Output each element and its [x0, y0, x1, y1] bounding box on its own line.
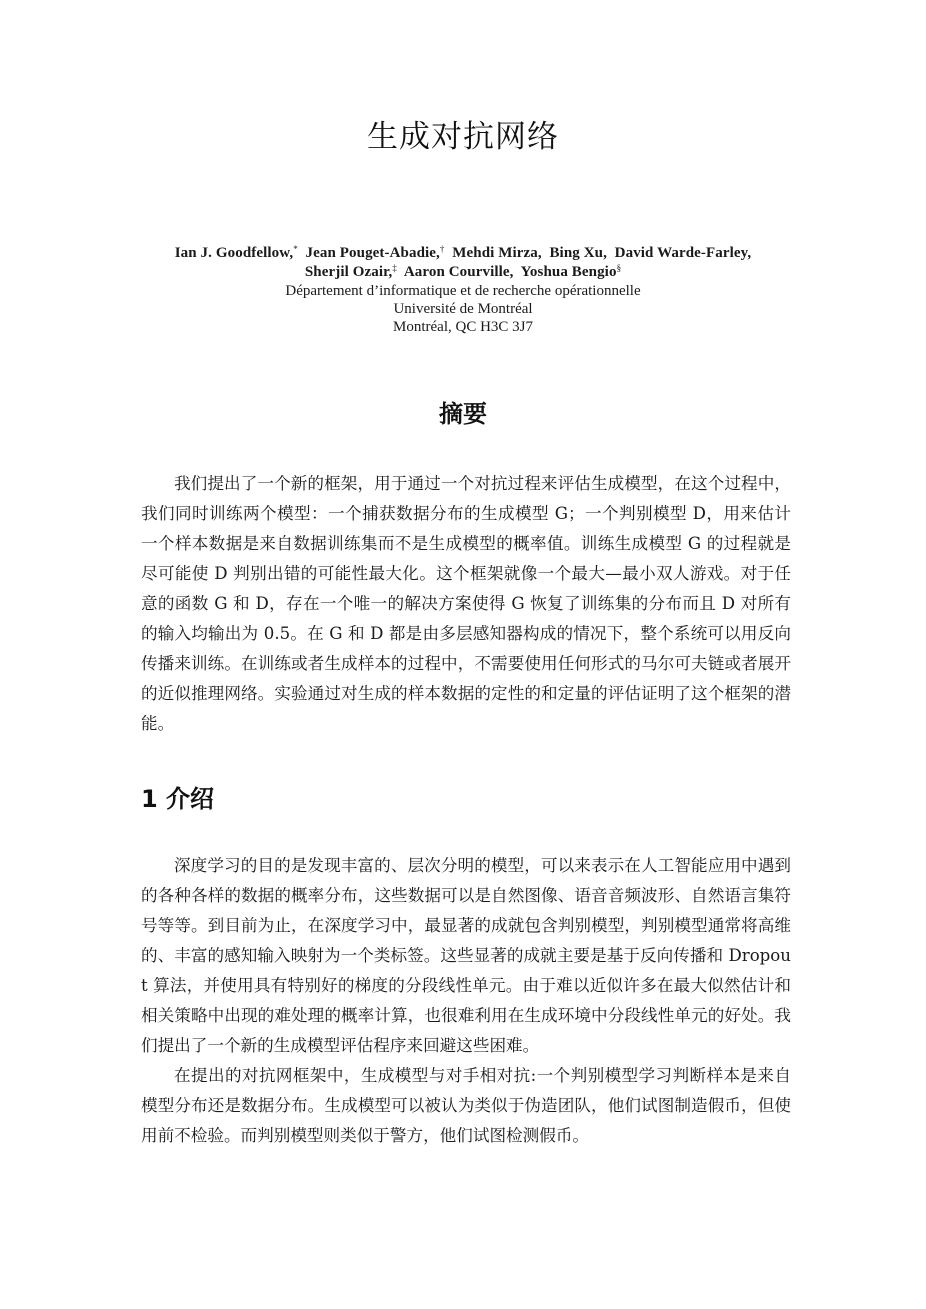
author-name: Bing Xu, [549, 245, 607, 261]
author-name: David Warde-Farley, [614, 245, 752, 261]
author-list-line-1 [0, 244, 926, 263]
author-name: Jean Pouget-Abadie, [305, 245, 440, 261]
author-name: Yoshua Bengio [520, 264, 617, 280]
author-footnote-mark: † [439, 244, 445, 254]
affiliation-address: Montréal, QC H3C 3J7 [393, 319, 533, 335]
author-name: Ian J. Goodfellow, [174, 245, 294, 261]
affiliation-university: Université de Montréal [393, 301, 533, 317]
affiliation-department: Département d’informatique et de recherche opérationnelle [285, 283, 641, 299]
author-name: Sherjil Ozair, [304, 264, 393, 280]
author-footnote-mark: ‡ [392, 263, 397, 273]
abstract-heading: 摘要 [439, 400, 487, 428]
author-name: Mehdi Mirza, [452, 245, 542, 261]
abstract-body [141, 469, 791, 739]
author-footnote-mark: * [293, 244, 298, 254]
abstract-paragraph: 我们提出了一个新的框架，用于通过一个对抗过程来评估生成模型，在这个过程中，我们同时训练两个模型：一个捕获数据分布的生成模型 G；一个判别模型 D，用来估计一个样本数据是来自数据训练集而不是生成模型的概率值。训练生成模型 G 的过程就是尽可能使 D 判别出错的可能性最大化。这个框架就像一个最大—最小双人游戏。对于任意的函数 G 和 D，存在一个唯一的解决方案使得 G 恢复了训练集的分布而且 D 对所有的输入均输出为 0.5。在 G 和 D 都是由多层感知器构成的情况下，整个系统可以用反向传播来训练。在训练或者生成样本的过程中，不需要使用任何形式的马尔可夫链或者展开的近似推理网络。实验通过对生成的样本数据的定性的和定量的评估证明了这个框架的潜能。 [141, 474, 791, 733]
introduction-body [141, 851, 791, 1151]
introduction-paragraph: 深度学习的目的是发现丰富的、层次分明的模型，可以来表示在人工智能应用中遇到的各种各样的数据的概率分布，这些数据可以是自然图像、语音音频波形、自然语言集符号等等。到目前为止，在深度学习中，最显著的成就包含判别模型，判别模型通常将高维的、丰富的感知输入映射为一个类标签。这些显著的成就主要是基于反向传播和 Dropout 算法，并使用具有特别好的梯度的分段线性单元。由于难以近似许多在最大似然估计和相关策略中出现的难处理的概率计算，也很难利用在生成环境中分段线性单元的好处。我们提出了一个新的生成模型评估程序来回避这些困难。 [141, 856, 791, 1055]
introduction-paragraph: 在提出的对抗网框架中，生成模型与对手相对抗:一个判别模型学习判断样本是来自模型分布还是数据分布。生成模型可以被认为类似于伪造团队，他们试图制造假币，但使用前不检验。而判别模型则类似于警方，他们试图检测假币。 [141, 1066, 791, 1145]
author-footnote-mark: § [616, 263, 622, 273]
author-list-line-2 [0, 263, 926, 282]
section-heading-introduction: 1 介绍 [141, 785, 215, 813]
paper-title: 生成对抗网络 [367, 119, 559, 155]
author-block [0, 244, 926, 336]
author-name: Aaron Courville, [403, 264, 514, 280]
